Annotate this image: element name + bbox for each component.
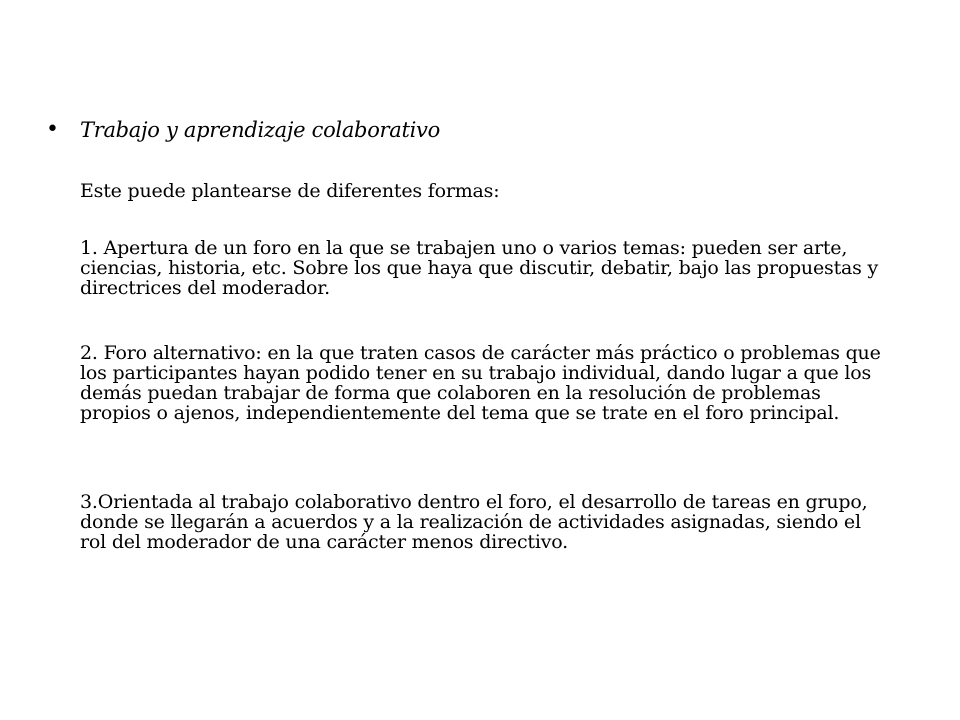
slide-heading: Trabajo y aprendizaje colaborativo	[80, 118, 440, 142]
list-item-1: 1. Apertura de un foro en la que se trabajen uno o varios temas: pueden ser arte, ciencias, historia, etc. Sobre los que haya que discutir, debatir, bajo las propuestas y directrices del moderador.	[80, 237, 879, 299]
list-item-3: 3.Orientada al trabajo colaborativo dentro el foro, el desarrollo de tareas en grupo, donde se llegarán a acuerdos y a la realización de actividades asignadas, siendo el rol del moderador de una carácter menos directivo.	[80, 491, 868, 553]
intro-text: Este puede plantearse de diferentes formas:	[80, 180, 500, 202]
list-item-2: 2. Foro alternativo: en la que traten casos de carácter más práctico o problemas que los participantes hayan podido tener en su trabajo individual, dando lugar a que los demás puedan trabajar de forma que colaboren en la resolución de problemas propios o ajenos, independientemente del tema que se trate en el foro principal.	[80, 342, 881, 424]
bullet-icon: •	[46, 117, 59, 142]
